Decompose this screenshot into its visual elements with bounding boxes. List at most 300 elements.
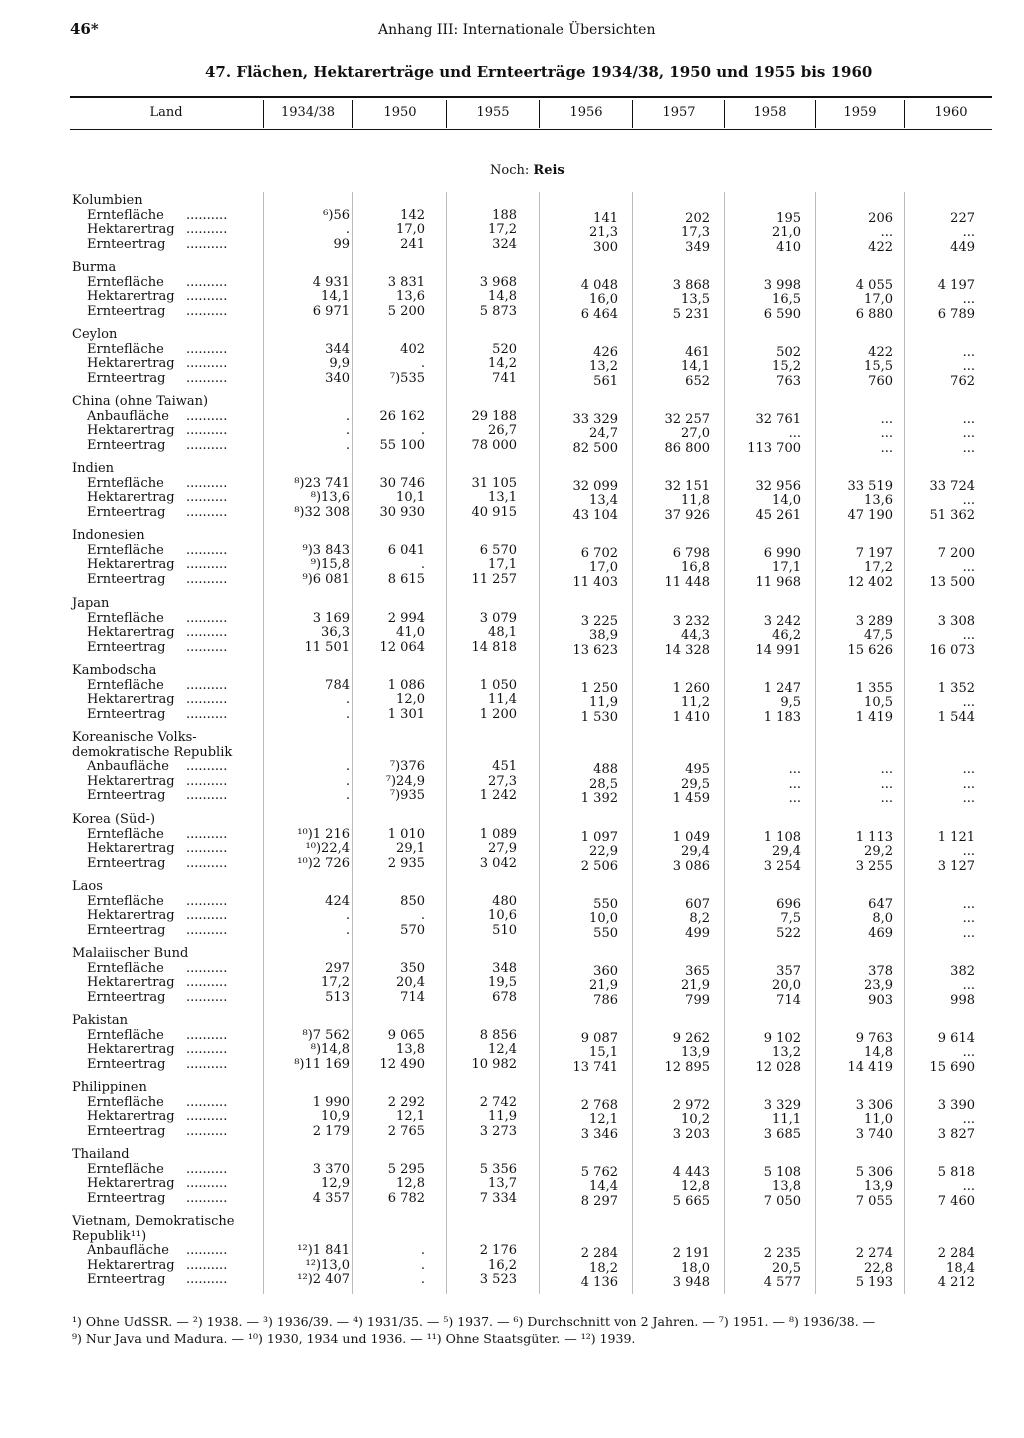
table-cell: 3 329 — [763, 1097, 801, 1113]
table-cell: 7 050 — [763, 1193, 801, 1209]
table-cell: 348 — [492, 960, 517, 976]
table-cell: 410 — [776, 239, 801, 255]
table-cell: 12,8 — [396, 1176, 425, 1191]
table-cell: 6 789 — [937, 306, 975, 322]
table-cell: ¹²)1 841 — [297, 1243, 350, 1258]
table-cell: 17,2 — [488, 222, 517, 237]
table-cell: 714 — [400, 989, 425, 1005]
table-cell: 2 179 — [312, 1123, 350, 1139]
table-cell: 99 — [333, 236, 350, 252]
table-cell: ... — [962, 359, 975, 374]
table-cell: 29 188 — [471, 408, 517, 424]
table-cell: 784 — [325, 677, 350, 693]
table-cell: 202 — [685, 210, 710, 226]
header-column-separator — [539, 100, 540, 128]
table-cell: 2 284 — [937, 1246, 975, 1261]
table-cell: 8 297 — [580, 1193, 618, 1209]
table-cell: 16,0 — [589, 292, 618, 307]
table-cell: 7 200 — [937, 545, 975, 561]
table-cell: 51 362 — [929, 507, 975, 523]
table-cell: ... — [788, 776, 801, 792]
table-cell: 32 099 — [572, 478, 618, 494]
leader-dots: .......... — [186, 207, 228, 223]
table-cell: 32 257 — [664, 411, 710, 427]
row-label: Hektarertrag — [87, 625, 175, 640]
table-cell: 15 626 — [847, 642, 893, 658]
row-label: Hektarertrag — [87, 222, 175, 237]
table-cell: 1 459 — [672, 791, 710, 806]
table-cell: ... — [962, 1045, 975, 1060]
table-cell: 17,2 — [864, 560, 893, 575]
table-cell: 1 301 — [387, 706, 425, 722]
table-cell: 43 104 — [572, 507, 618, 523]
leader-dots: .......... — [186, 989, 228, 1005]
table-cell: 2 274 — [855, 1246, 893, 1261]
table-cell: 502 — [776, 344, 801, 360]
row-label: Ernteertrag — [87, 855, 166, 871]
table-cell: 344 — [325, 341, 350, 357]
table-cell: 1 544 — [937, 709, 975, 725]
table-cell: 324 — [492, 236, 517, 252]
table-cell: 8 856 — [479, 1027, 517, 1043]
leader-dots: .......... — [186, 893, 228, 909]
table-cell: ... — [788, 791, 801, 806]
table-cell: . — [420, 356, 425, 371]
table-cell: 1 010 — [387, 826, 425, 842]
table-cell: 5 306 — [855, 1164, 893, 1180]
table-title: 47. Flächen, Hektarerträge und Ernteerträge 1934/38, 1950 und 1955 bis 1960 — [205, 63, 873, 81]
row-label: Ernteertrag — [87, 1190, 166, 1206]
table-cell: 786 — [593, 992, 618, 1008]
row-label: Erntefläche — [87, 274, 164, 290]
table-cell: ... — [880, 791, 893, 806]
table-cell: 3 370 — [312, 1161, 350, 1177]
country-name: Philippinen — [72, 1080, 147, 1095]
table-cell: 357 — [776, 963, 801, 979]
table-cell: ⁷)935 — [389, 788, 425, 803]
table-cell: 5 818 — [937, 1164, 975, 1180]
table-cell: 2 235 — [763, 1246, 801, 1261]
table-cell: 15,5 — [864, 359, 893, 374]
table-cell: 5 231 — [672, 306, 710, 322]
table-cell: 6 570 — [479, 542, 517, 558]
column-header-land: Land — [149, 105, 183, 120]
row-label: Ernteertrag — [87, 370, 166, 386]
table-cell: 6 782 — [387, 1190, 425, 1206]
table-cell: 1 392 — [580, 791, 618, 806]
header-column-separator — [904, 100, 905, 128]
table-cell: 17,2 — [321, 975, 350, 990]
table-cell: 3 740 — [855, 1126, 893, 1142]
table-cell: 9 065 — [387, 1027, 425, 1043]
table-cell: 86 800 — [664, 440, 710, 456]
table-cell: 29,4 — [681, 844, 710, 859]
table-cell: 6 702 — [580, 545, 618, 561]
leader-dots: .......... — [186, 759, 228, 774]
leader-dots: .......... — [186, 610, 228, 626]
table-cell: 33 724 — [929, 478, 975, 494]
table-cell: 27,9 — [488, 841, 517, 856]
leader-dots: .......... — [186, 1190, 228, 1206]
table-cell: 12,1 — [589, 1112, 618, 1127]
table-cell: ... — [788, 426, 801, 441]
table-cell: 29,2 — [864, 844, 893, 859]
table-cell: 16,5 — [772, 292, 801, 307]
table-cell: 16,8 — [681, 560, 710, 575]
table-cell: 714 — [776, 992, 801, 1008]
leader-dots: .......... — [186, 289, 228, 304]
table-cell: 11,8 — [681, 493, 710, 508]
table-cell: 1 049 — [672, 829, 710, 845]
table-cell: 1 990 — [312, 1094, 350, 1110]
leader-dots: .......... — [186, 236, 228, 252]
table-cell: 10,6 — [488, 908, 517, 923]
row-label: Ernteertrag — [87, 571, 166, 587]
table-cell: 3 273 — [479, 1123, 517, 1139]
table-cell: 16 073 — [929, 642, 975, 658]
table-cell: 227 — [950, 210, 975, 226]
table-cell: 9 262 — [672, 1030, 710, 1046]
leader-dots: .......... — [186, 571, 228, 587]
country-name: China (ohne Taiwan) — [72, 394, 209, 409]
table-cell: ... — [962, 344, 975, 360]
table-cell: 14 991 — [755, 642, 801, 658]
table-cell: 13,8 — [396, 1042, 425, 1057]
table-cell: 113 700 — [747, 440, 801, 456]
table-cell: 7,5 — [780, 911, 801, 926]
table-cell: 4 048 — [580, 277, 618, 293]
table-cell: 461 — [685, 344, 710, 360]
table-cell: ... — [962, 225, 975, 240]
table-cell: 513 — [325, 989, 350, 1005]
table-cell: 3 042 — [479, 855, 517, 871]
row-label: Hektarertrag — [87, 1109, 175, 1124]
table-cell: 32 151 — [664, 478, 710, 494]
table-cell: 241 — [400, 236, 425, 252]
table-cell: 29,4 — [772, 844, 801, 859]
table-cell: 3 254 — [763, 858, 801, 874]
table-cell: 13,1 — [488, 490, 517, 505]
table-cell: 17,3 — [681, 225, 710, 240]
row-label: Erntefläche — [87, 960, 164, 976]
table-cell: 13,2 — [589, 359, 618, 374]
table-cell: 30 746 — [379, 475, 425, 491]
table-cell: 40 915 — [471, 504, 517, 520]
footnote-line-1: ¹) Ohne UdSSR. — ²) 1938. — ³) 1936/39. — ⁴) 1931/35. — ⁵) 1937. — ⁶) Durchschnitt von 2 Jahren. — ⁷) 1951. — ⁸) 1936/38. — — [72, 1314, 876, 1329]
table-cell: 14,4 — [589, 1179, 618, 1194]
table-cell: 5 200 — [387, 303, 425, 319]
table-cell: 44,3 — [681, 628, 710, 643]
table-cell: ⁹)15,8 — [310, 557, 350, 572]
row-label: Erntefläche — [87, 1161, 164, 1177]
table-cell: 1 097 — [580, 829, 618, 845]
table-cell: 5 295 — [387, 1161, 425, 1177]
table-cell: ... — [962, 911, 975, 926]
leader-dots: .......... — [186, 788, 228, 803]
table-cell: 741 — [492, 370, 517, 386]
table-cell: 11 501 — [304, 639, 350, 655]
table-cell: 4 136 — [580, 1275, 618, 1290]
table-cell: 3 685 — [763, 1126, 801, 1142]
row-label: Hektarertrag — [87, 908, 175, 923]
row-label: Ernteertrag — [87, 1123, 166, 1139]
table-cell: 9 087 — [580, 1030, 618, 1046]
table-cell: 7 197 — [855, 545, 893, 561]
table-cell: 11,9 — [589, 695, 618, 710]
header-column-separator — [446, 100, 447, 128]
table-cell: 6 464 — [580, 306, 618, 322]
table-cell: ... — [788, 762, 801, 777]
table-cell: ⁶)56 — [323, 207, 350, 223]
table-cell: 8 615 — [387, 571, 425, 587]
table-cell: 1 530 — [580, 709, 618, 725]
table-cell: 10 982 — [471, 1056, 517, 1072]
table-cell: 1 121 — [937, 829, 975, 845]
table-cell: ⁸)11 169 — [294, 1056, 350, 1072]
table-cell: 297 — [325, 960, 350, 976]
table-cell: 5 665 — [672, 1193, 710, 1209]
table-cell: 5 108 — [763, 1164, 801, 1180]
row-label: Ernteertrag — [87, 706, 166, 722]
table-cell: 3 308 — [937, 613, 975, 629]
table-cell: 14 419 — [847, 1059, 893, 1075]
country-name: Korea (Süd-) — [72, 812, 156, 827]
table-cell: 422 — [868, 239, 893, 255]
table-cell: 6 798 — [672, 545, 710, 561]
table-cell: 13 623 — [572, 642, 618, 658]
table-cell: . — [345, 759, 350, 774]
leader-dots: .......... — [186, 855, 228, 871]
table-cell: 8,2 — [689, 911, 710, 926]
table-cell: 188 — [492, 207, 517, 223]
table-cell: 1 089 — [479, 826, 517, 842]
country-name: Pakistan — [72, 1013, 128, 1028]
table-cell: 17,1 — [488, 557, 517, 572]
table-cell: 607 — [685, 896, 710, 912]
table-cell: 378 — [868, 963, 893, 979]
table-cell: 11 968 — [755, 574, 801, 590]
table-cell: 2 972 — [672, 1097, 710, 1113]
table-cell: 1 183 — [763, 709, 801, 725]
table-cell: 2 191 — [672, 1246, 710, 1261]
table-cell: 360 — [593, 963, 618, 979]
table-cell: 5 873 — [479, 303, 517, 319]
table-cell: 21,9 — [589, 978, 618, 993]
table-cell: 29,1 — [396, 841, 425, 856]
table-cell: 13 741 — [572, 1059, 618, 1075]
table-cell: 17,1 — [772, 560, 801, 575]
leader-dots: .......... — [186, 1109, 228, 1124]
leader-dots: .......... — [186, 773, 228, 789]
table-cell: ¹⁰)22,4 — [305, 841, 350, 856]
table-cell: 6 041 — [387, 542, 425, 558]
table-cell: 2 765 — [387, 1123, 425, 1139]
table-cell: 20,0 — [772, 978, 801, 993]
table-cell: 3 868 — [672, 277, 710, 293]
country-name: Kolumbien — [72, 193, 143, 208]
table-cell: . — [420, 423, 425, 438]
table-cell: 647 — [868, 896, 893, 912]
table-cell: 32 761 — [755, 411, 801, 427]
table-cell: 45 261 — [755, 507, 801, 523]
table-cell: 678 — [492, 989, 517, 1005]
table-cell: 3 289 — [855, 613, 893, 629]
leader-dots: .......... — [186, 1027, 228, 1043]
table-cell: 12,0 — [396, 692, 425, 707]
table-cell: ... — [962, 978, 975, 993]
table-cell: 3 831 — [387, 274, 425, 290]
table-cell: 22,9 — [589, 844, 618, 859]
section-name: Reis — [533, 163, 565, 178]
table-cell: 14,0 — [772, 493, 801, 508]
row-label: Erntefläche — [87, 826, 164, 842]
table-cell: 32 956 — [755, 478, 801, 494]
table-cell: 195 — [776, 210, 801, 226]
table-cell: . — [345, 423, 350, 438]
table-cell: 6 880 — [855, 306, 893, 322]
row-label: Ernteertrag — [87, 922, 166, 938]
table-header-bottom-rule — [70, 129, 992, 130]
section-prefix: Noch: — [490, 163, 530, 178]
table-cell: 449 — [950, 239, 975, 255]
row-label: Ernteertrag — [87, 1056, 166, 1072]
row-label: Ernteertrag — [87, 236, 166, 252]
leader-dots: .......... — [186, 1094, 228, 1110]
table-cell: 5 193 — [855, 1275, 893, 1290]
table-cell: 29,5 — [681, 776, 710, 792]
leader-dots: .......... — [186, 408, 228, 424]
table-cell: 141 — [593, 210, 618, 226]
table-cell: 3 523 — [479, 1272, 517, 1287]
table-cell: 23,9 — [864, 978, 893, 993]
section-label — [490, 163, 565, 178]
row-label: Erntefläche — [87, 1094, 164, 1110]
table-cell: ⁹)6 081 — [302, 571, 350, 587]
table-cell: 14 818 — [471, 639, 517, 655]
table-cell: 31 105 — [471, 475, 517, 491]
table-cell: ¹⁰)1 216 — [297, 826, 350, 842]
table-cell: 22,8 — [864, 1260, 893, 1276]
table-cell: 3 968 — [479, 274, 517, 290]
leader-dots: .......... — [186, 490, 228, 505]
table-cell: 47 190 — [847, 507, 893, 523]
table-cell: ... — [962, 896, 975, 912]
leader-dots: .......... — [186, 423, 228, 438]
table-cell: 78 000 — [471, 437, 517, 453]
table-cell: 14,8 — [488, 289, 517, 304]
table-cell: 11,9 — [488, 1109, 517, 1124]
leader-dots: .......... — [186, 975, 228, 990]
row-label: Ernteertrag — [87, 788, 166, 803]
table-cell: ... — [962, 440, 975, 456]
table-cell: 4 357 — [312, 1190, 350, 1206]
table-cell: 26,7 — [488, 423, 517, 438]
table-cell: 402 — [400, 341, 425, 357]
leader-dots: .......... — [186, 1272, 228, 1287]
table-cell: 18,4 — [946, 1260, 975, 1276]
table-cell: 17,0 — [589, 560, 618, 575]
table-cell: 9 614 — [937, 1030, 975, 1046]
table-cell: 762 — [950, 373, 975, 389]
table-cell: 3 998 — [763, 277, 801, 293]
table-cell: 16,2 — [488, 1257, 517, 1273]
table-cell: 3 225 — [580, 613, 618, 629]
table-cell: 11,2 — [681, 695, 710, 710]
table-cell: 480 — [492, 893, 517, 909]
leader-dots: .......... — [186, 1042, 228, 1057]
table-cell: ... — [962, 1112, 975, 1127]
table-cell: 13,9 — [864, 1179, 893, 1194]
row-label: Anbaufläche — [87, 408, 169, 424]
leader-dots: .......... — [186, 437, 228, 453]
table-cell: 2 768 — [580, 1097, 618, 1113]
table-cell: . — [420, 1257, 425, 1273]
table-cell: 13,6 — [864, 493, 893, 508]
table-cell: 3 346 — [580, 1126, 618, 1142]
row-label: Hektarertrag — [87, 692, 175, 707]
table-cell: ... — [962, 791, 975, 806]
table-cell: 3 203 — [672, 1126, 710, 1142]
leader-dots: .......... — [186, 922, 228, 938]
table-cell: 48,1 — [488, 625, 517, 640]
table-cell: 9,5 — [780, 695, 801, 710]
table-cell: 349 — [685, 239, 710, 255]
row-label: Hektarertrag — [87, 423, 175, 438]
table-cell: 763 — [776, 373, 801, 389]
table-cell: ... — [962, 426, 975, 441]
running-head: Anhang III: Internationale Übersichten — [378, 22, 656, 38]
row-label: Erntefläche — [87, 893, 164, 909]
table-cell: 13 500 — [929, 574, 975, 590]
row-label: Erntefläche — [87, 542, 164, 558]
table-cell: 12 064 — [379, 639, 425, 655]
table-cell: 2 292 — [387, 1094, 425, 1110]
table-cell: ... — [880, 440, 893, 456]
table-cell: 2 994 — [387, 610, 425, 626]
footnote-line-2: ⁹) Nur Java und Madura. — ¹⁰) 1930, 1934 und 1936. — ¹¹) Ohne Staatsgüter. — ¹²) 1939. — [72, 1331, 636, 1346]
table-cell: ⁸)32 308 — [294, 504, 350, 520]
table-cell: 37 926 — [664, 507, 710, 523]
table-cell: 2 935 — [387, 855, 425, 871]
table-cell: 340 — [325, 370, 350, 386]
table-cell: . — [420, 557, 425, 572]
table-cell: ... — [962, 695, 975, 710]
table-cell: 3 127 — [937, 858, 975, 874]
header-column-separator — [724, 100, 725, 128]
table-cell: ⁸)13,6 — [310, 490, 350, 505]
leader-dots: .......... — [186, 706, 228, 722]
leader-dots: .......... — [186, 504, 228, 520]
table-cell: 206 — [868, 210, 893, 226]
leader-dots: .......... — [186, 542, 228, 558]
row-label: Ernteertrag — [87, 989, 166, 1005]
table-cell: 5 762 — [580, 1164, 618, 1180]
table-cell: 11,1 — [772, 1112, 801, 1127]
table-cell: . — [345, 408, 350, 424]
table-cell: 33 329 — [572, 411, 618, 427]
table-cell: 652 — [685, 373, 710, 389]
leader-dots: .......... — [186, 475, 228, 491]
table-cell: 14,8 — [864, 1045, 893, 1060]
country-name: Malaiischer Bund — [72, 946, 189, 961]
table-cell: ... — [962, 493, 975, 508]
leader-dots: .......... — [186, 960, 228, 976]
table-cell: 12 490 — [379, 1056, 425, 1072]
table-cell: ¹²)2 407 — [297, 1272, 350, 1287]
leader-dots: .......... — [186, 639, 228, 655]
table-cell: 550 — [593, 896, 618, 912]
table-cell: 4 577 — [763, 1275, 801, 1290]
